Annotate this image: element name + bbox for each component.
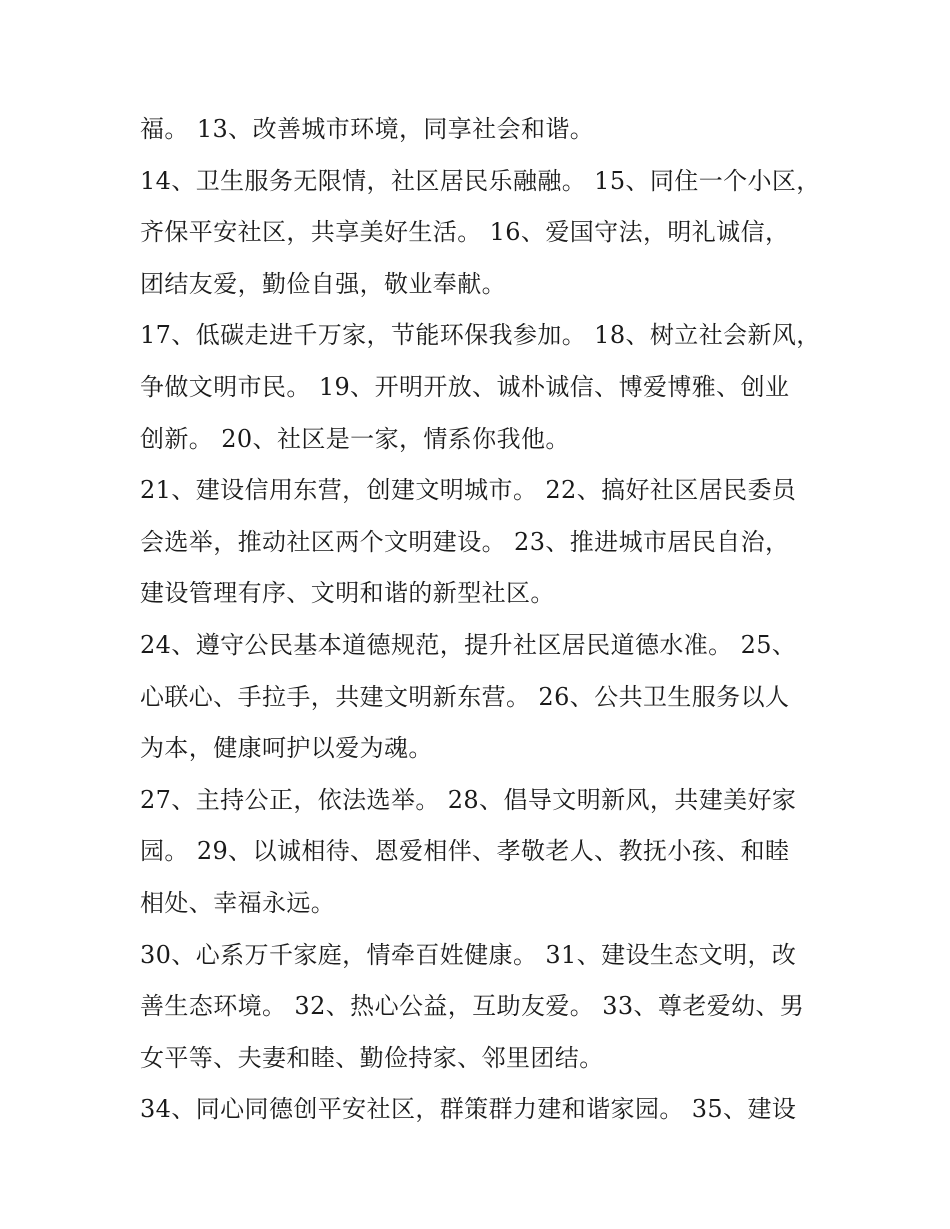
text-line: 24、遵守公民基本道德规范，提升社区居民道德水准。 25、 [140,630,797,659]
text-line: 34、同心同德创平安社区，群策群力建和谐家园。 35、建设 [140,1095,797,1124]
document-page [140,104,821,1136]
text-line: 27、主持公正，依法选举。 28、倡导文明新风，共建美好家 [140,785,797,814]
text-line: 争做文明市民。 19、开明开放、诚朴诚信、博爱博雅、创业 [140,372,790,401]
text-line: 创新。 20、社区是一家，情系你我他。 [140,424,570,453]
text-line: 建设管理有序、文明和谐的新型社区。 [140,579,555,608]
text-line: 善生态环境。 32、热心公益，互助友爱。 33、尊老爱幼、男 [140,992,805,1021]
text-line: 21、建设信用东营，创建文明城市。 22、搞好社区居民委员 [140,476,797,505]
text-line: 17、低碳走进千万家，节能环保我参加。 18、树立社会新风， [140,321,821,350]
text-line: 为本，健康呵护以爱为魂。 [140,734,433,763]
text-line: 心联心、手拉手，共建文明新东营。 26、公共卫生服务以人 [140,682,790,711]
text-line: 会选举，推动社区两个文明建设。 23、推进城市居民自治， [140,527,790,556]
text-line: 女平等、夫妻和睦、勤俭持家、邻里团结。 [140,1043,604,1072]
text-line: 福。 13、改善城市环境，同享社会和谐。 [140,115,595,143]
text-line: 30、心系万千家庭，情牵百姓健康。 31、建设生态文明，改 [140,940,797,969]
text-line: 齐保平安社区，共享美好生活。 16、爱国守法，明礼诚信， [140,218,790,247]
text-line: 14、卫生服务无限情，社区居民乐融融。 15、同住一个小区， [140,166,821,195]
text-line: 园。 29、以诚相待、恩爱相伴、孝敬老人、教抚小孩、和睦 [140,837,790,866]
text-line: 团结友爱，勤俭自强，敬业奉献。 [140,269,506,298]
text-line: 相处、幸福永远。 [140,888,336,917]
